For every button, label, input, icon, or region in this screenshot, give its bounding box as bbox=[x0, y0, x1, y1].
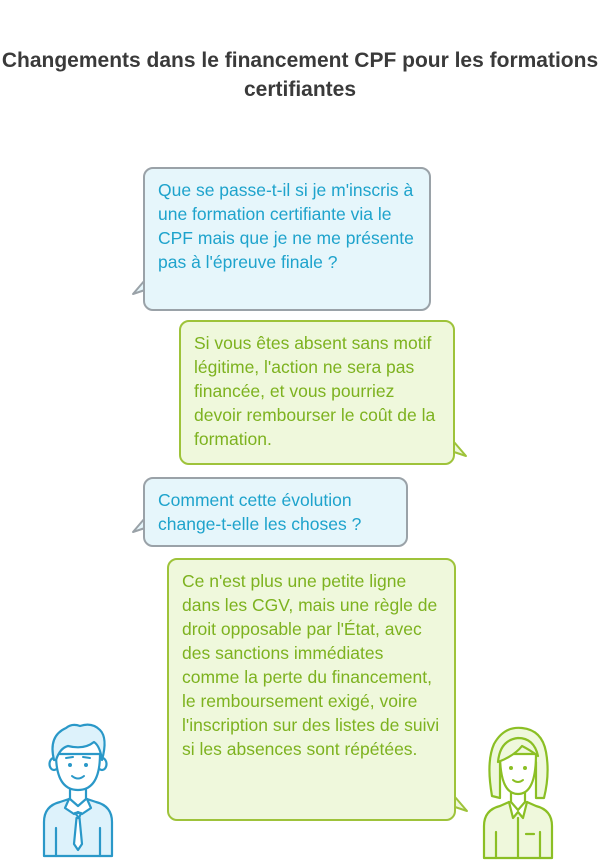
man-avatar-icon bbox=[38, 720, 118, 860]
speech-bubble-question-2: Comment cette évolution change-t-elle les choses ? bbox=[143, 477, 408, 547]
speech-bubble-question-1: Que se passe-t-il si je m'inscris à une formation certifiante via le CPF mais que je ne me présente pas à l'épreuve finale ? bbox=[143, 167, 431, 311]
diagram-title: Changements dans le financement CPF pour les formations certifiantes bbox=[1, 49, 599, 101]
woman-avatar-icon bbox=[478, 722, 558, 862]
speech-bubble-answer-1: Si vous êtes absent sans motif légitime, l'action ne sera pas financée, et vous pourriez devoir rembourser le coût de la formation. bbox=[179, 320, 455, 465]
speech-bubble-answer-2: Ce n'est plus une petite ligne dans les CGV, mais une règle de droit opposable par l'État, avec des sanctions immédiates comme la perte du financement, le remboursement exigé, voire l'inscription sur des listes de suivi si les absences sont répétées. bbox=[167, 558, 456, 821]
